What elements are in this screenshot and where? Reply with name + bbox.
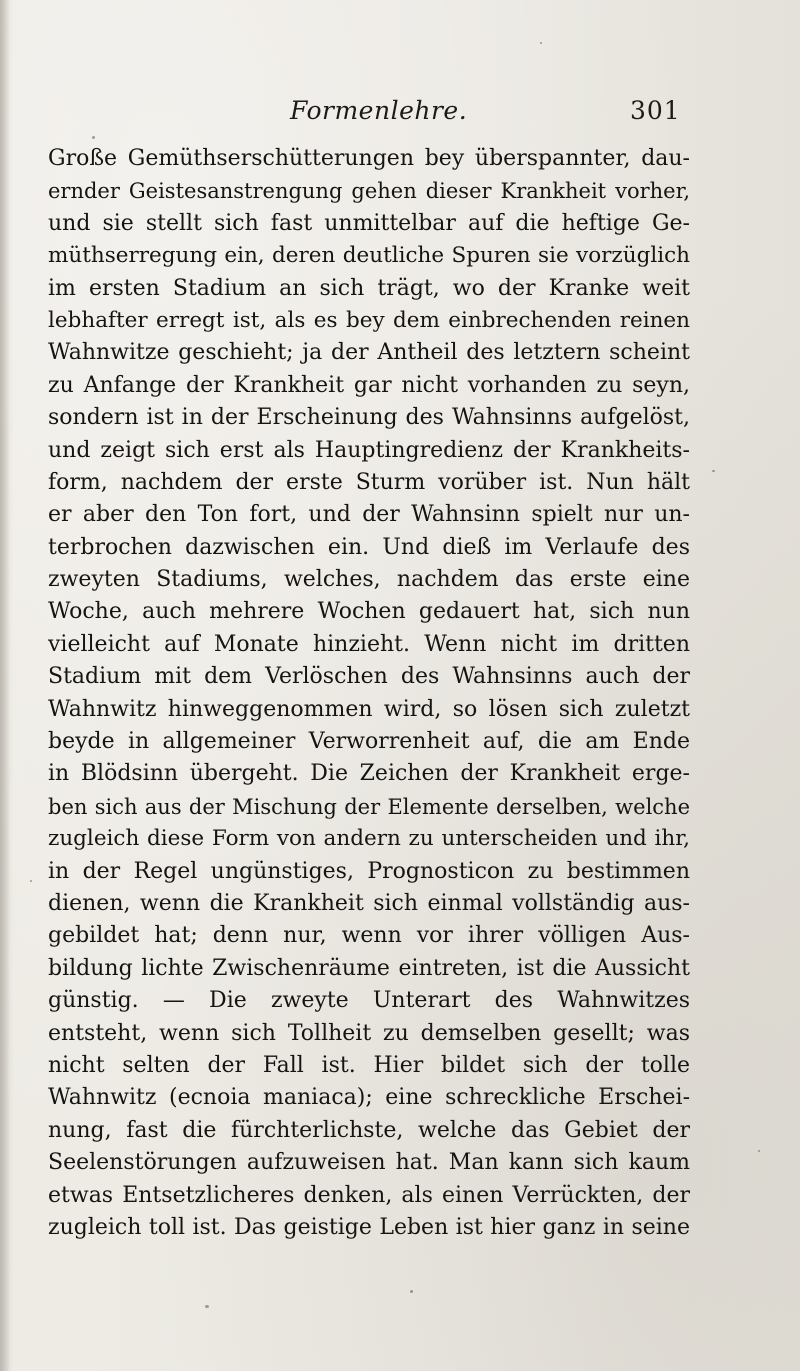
text-line: form, nachdem der erste Sturm vorüber ist. Nun hält xyxy=(48,469,690,495)
text-line: günstig. — Die zweyte Unterart des Wahnwitzes xyxy=(48,988,690,1014)
page-gutter-shadow xyxy=(0,0,10,1371)
text-line: zugleich diese Form von andern zu unterscheiden und ihr, xyxy=(48,826,690,852)
text-line: zugleich toll ist. Das geistige Leben ist hier ganz in seine xyxy=(48,1214,690,1240)
text-line: Woche, auch mehrere Wochen gedauert hat, sich nun xyxy=(48,599,690,625)
paper-speck xyxy=(92,136,95,139)
text-line: ben sich aus der Mischung der Elemente derselben, welche xyxy=(48,794,690,819)
text-line: etwas Entsetzlicheres denken, als einen Verrückten, der xyxy=(48,1182,690,1208)
body-text xyxy=(48,143,690,1244)
text-line: Stadium mit dem Verlöschen des Wahnsinns auch der xyxy=(48,664,690,690)
text-line: Wahnwitz (ecnoia maniaca); eine schreckliche Erschei- xyxy=(48,1085,690,1111)
text-line: er aber den Ton fort, und der Wahnsinn spielt nur un- xyxy=(48,502,690,528)
running-title: Formenlehre. xyxy=(290,96,468,125)
text-line: beyde in allgemeiner Verworrenheit auf, die am Ende xyxy=(48,729,690,755)
paper-speck xyxy=(712,470,715,472)
text-line: Wahnwitze geschieht; ja der Antheil des letztern scheint xyxy=(48,340,690,366)
text-line: zweyten Stadiums, welches, nachdem das erste eine xyxy=(48,567,690,593)
page-number: 301 xyxy=(630,96,681,125)
paper-speck xyxy=(30,880,32,882)
text-line: Wahnwitz hinweggenommen wird, so lösen sich zuletzt xyxy=(48,696,690,722)
text-line: nung, fast die fürchterlichste, welche das Gebiet der xyxy=(48,1117,690,1143)
paper-speck xyxy=(205,1305,209,1308)
text-line: ernder Geistesanstrengung gehen dieser Krankheit vorher, xyxy=(48,179,690,204)
text-line: nicht selten der Fall ist. Hier bildet sich der tolle xyxy=(48,1052,690,1078)
text-line: müthserregung ein, deren deutliche Spuren sie vorzüglich xyxy=(48,243,690,269)
text-line: gebildet hat; denn nur, wenn vor ihrer völligen Aus- xyxy=(48,923,690,949)
text-line: bildung lichte Zwischenräume eintreten, ist die Aussicht xyxy=(48,955,690,981)
paper-speck xyxy=(410,1290,413,1293)
text-line: Große Gemüthserschütterungen bey überspannter, dau- xyxy=(48,146,690,171)
text-line: terbrochen dazwischen ein. Und dieß im Verlaufe des xyxy=(48,534,690,560)
text-line: in Blödsinn übergeht. Die Zeichen der Krankheit erge- xyxy=(48,761,690,787)
text-line: Seelenstörungen aufzuweisen hat. Man kann sich kaum xyxy=(48,1150,690,1176)
text-line: entsteht, wenn sich Tollheit zu demselben gesellt; was xyxy=(48,1020,690,1046)
text-line: und zeigt sich erst als Hauptingredienz der Krankheits- xyxy=(48,437,690,463)
text-line: lebhafter erregt ist, als es bey dem einbrechenden reinen xyxy=(48,307,690,333)
paper-speck xyxy=(758,1150,760,1152)
text-line: zu Anfange der Krankheit gar nicht vorhanden zu seyn, xyxy=(48,372,690,398)
text-line: vielleicht auf Monate hinzieht. Wenn nicht im dritten xyxy=(48,631,690,657)
text-line: sondern ist in der Erscheinung des Wahnsinns aufgelöst, xyxy=(48,405,690,431)
text-line: in der Regel ungünstiges, Prognosticon zu bestimmen xyxy=(48,858,690,884)
page-header xyxy=(0,96,800,136)
text-line: dienen, wenn die Krankheit sich einmal vollständig aus- xyxy=(48,890,690,916)
text-line: im ersten Stadium an sich trägt, wo der Kranke weit xyxy=(48,275,690,301)
text-line: und sie stellt sich fast unmittelbar auf die heftige Ge- xyxy=(48,210,690,236)
paper-speck xyxy=(540,42,542,44)
